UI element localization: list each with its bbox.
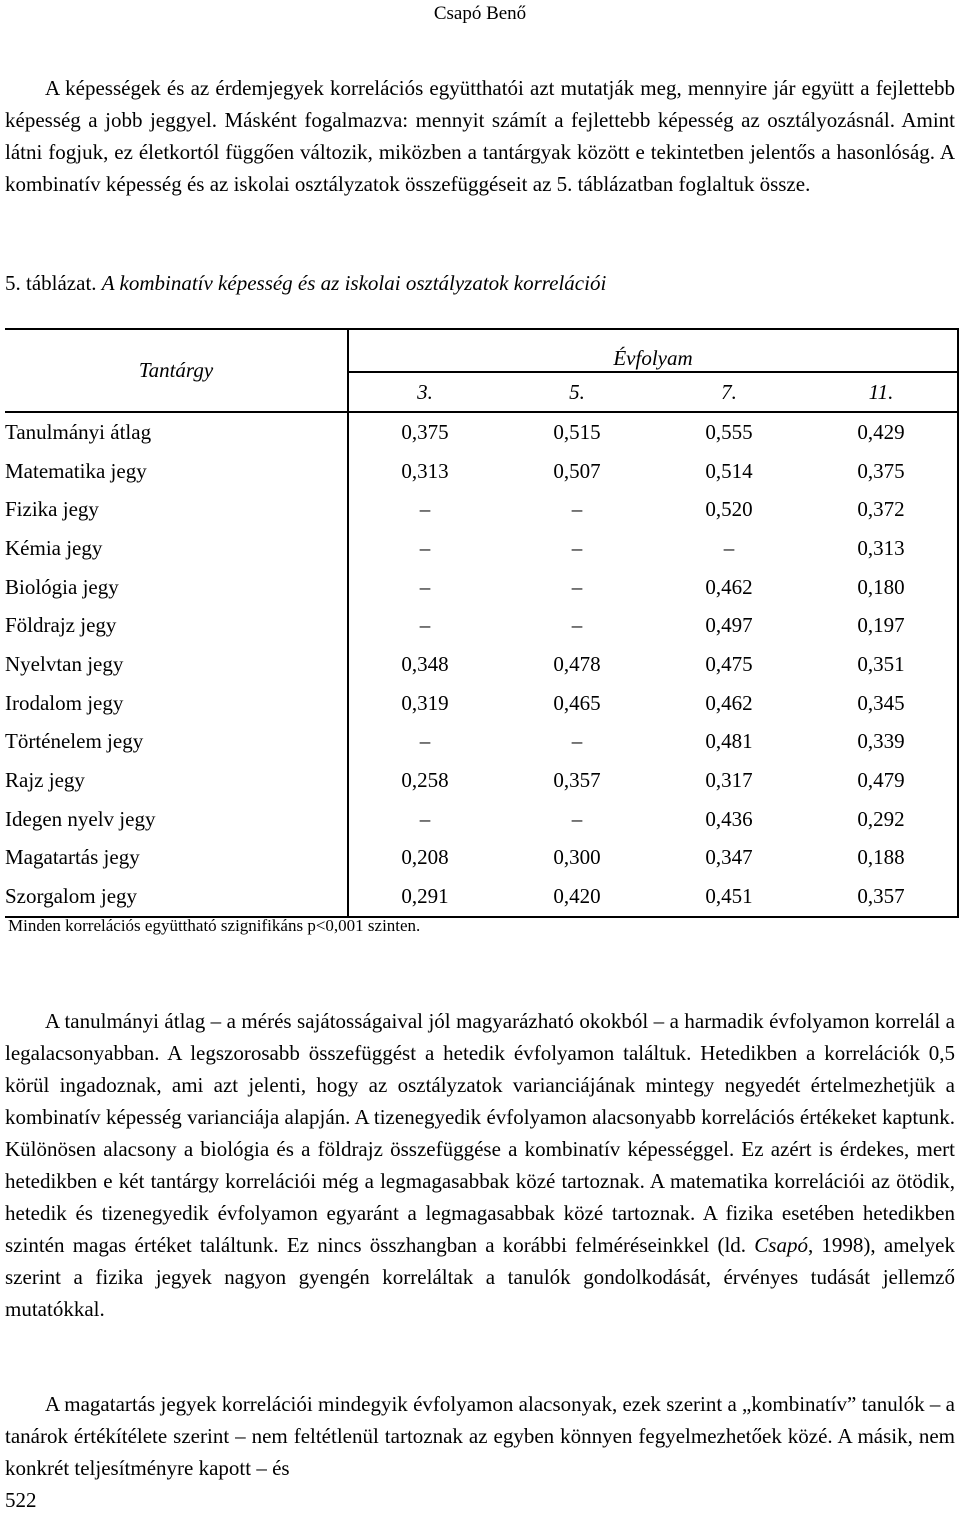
table-row — [5, 568, 958, 607]
row-value: 0,348 — [401, 651, 449, 676]
row-value: – — [571, 613, 583, 638]
row-subject: Idegen nyelv jegy — [5, 800, 348, 839]
correlation-table — [5, 328, 959, 918]
row-value: 0,188 — [805, 839, 958, 878]
year-header: 7. — [653, 372, 805, 412]
row-value: 0,507 — [553, 458, 601, 483]
row-value: 0,292 — [805, 800, 958, 839]
table-caption-title: A kombinatív képesség és az iskolai osztályzatok korrelációi — [101, 271, 607, 295]
row-value: 0,462 — [705, 690, 753, 715]
table-row — [5, 490, 958, 529]
row-value: 0,313 — [805, 529, 958, 568]
row-value: 0,319 — [401, 690, 449, 715]
row-subject: Rajz jegy — [5, 761, 348, 800]
row-value: 0,291 — [348, 877, 501, 917]
row-value: 0,357 — [805, 877, 958, 917]
row-value: 0,475 — [705, 651, 753, 676]
running-header-author: Csapó Benő — [433, 3, 527, 24]
row-value: 0,347 — [705, 845, 753, 870]
row-value: 0,345 — [805, 684, 958, 723]
row-subject: Történelem jegy — [5, 723, 348, 762]
row-value: – — [571, 497, 583, 522]
row-subject: Matematika jegy — [5, 452, 348, 491]
intro-paragraph: A képességek és az érdemjegyek korrelációs együtthatói azt mutatják meg, mennyire jár együtt a fejlettebb képesség a jobb jeggyel. Másként fogalmazva: mennyit számít a fejlettebb képesség az osztályozásnál. Amint látni fogjuk, ez életkortól függően változik, miközben a tantárgyak között e tekintetben jelentős a hasonlóság. A kombinatív képesség és az iskolai osztályzatok összefüggéseit az 5. táblázatban foglaltuk össze. — [5, 76, 955, 196]
row-value: 0,481 — [705, 729, 753, 754]
row-subject: Irodalom jegy — [5, 684, 348, 723]
table-caption-number: 5. táblázat. — [5, 271, 97, 295]
table-row — [5, 800, 958, 839]
row-value: – — [419, 729, 431, 754]
body-paragraph-3: A magatartás jegyek korrelációi mindegyik évfolyamon alacsonyak, ezek szerint a „kombinatív” tanulók – a tanárok értékítélete szerint – nem feltétlenül tartoznak az egyben könnyen fegyelmezhetőek közé. A másik, nem konkrét teljesítményre kapott – és — [5, 1392, 955, 1480]
row-value: 0,462 — [705, 574, 753, 599]
table-row — [5, 452, 958, 491]
row-value: – — [571, 535, 583, 560]
row-value: 0,451 — [653, 877, 805, 917]
table-row — [5, 529, 958, 568]
grade-column-header: Évfolyam — [348, 329, 958, 372]
row-value: – — [419, 613, 431, 638]
row-value: 0,351 — [805, 645, 958, 684]
table-row — [5, 606, 958, 645]
row-value: 0,478 — [553, 651, 601, 676]
row-value: 0,317 — [705, 768, 753, 793]
row-subject: Kémia jegy — [5, 529, 348, 568]
row-subject: Nyelvtan jegy — [5, 645, 348, 684]
row-subject: Fizika jegy — [5, 490, 348, 529]
row-value: 0,465 — [553, 690, 601, 715]
row-subject: Tanulmányi átlag — [5, 412, 348, 452]
row-value: 0,208 — [401, 845, 449, 870]
row-value: 0,313 — [401, 458, 449, 483]
row-value: 0,479 — [805, 761, 958, 800]
row-value: 0,339 — [805, 723, 958, 762]
row-value: 0,180 — [805, 568, 958, 607]
row-value: 0,375 — [401, 419, 449, 444]
row-value: 0,514 — [705, 458, 753, 483]
row-subject: Földrajz jegy — [5, 606, 348, 645]
row-value: 0,429 — [805, 412, 958, 452]
row-value: – — [571, 574, 583, 599]
row-value: 0,520 — [705, 497, 753, 522]
row-value: 0,375 — [805, 452, 958, 491]
row-value: 0,197 — [805, 606, 958, 645]
table-row — [5, 723, 958, 762]
row-value: 0,497 — [705, 613, 753, 638]
table-note: Minden korrelációs együttható szignifikáns p<0,001 szinten. — [8, 916, 421, 935]
row-value: – — [419, 535, 431, 560]
row-value: 0,555 — [705, 419, 753, 444]
row-value: – — [571, 806, 583, 831]
row-value: 0,300 — [553, 845, 601, 870]
table-row — [5, 839, 958, 878]
row-subject: Biológia jegy — [5, 568, 348, 607]
row-value: 0,258 — [401, 768, 449, 793]
table-row — [5, 761, 958, 800]
row-value: – — [419, 806, 431, 831]
year-header: 5. — [501, 372, 653, 412]
subject-column-header: Tantárgy — [5, 329, 348, 412]
table-row — [5, 412, 958, 452]
row-value: 0,372 — [805, 490, 958, 529]
row-value: 0,436 — [705, 806, 753, 831]
citation-author: Csapó — [754, 1233, 808, 1257]
body-paragraph-2 — [5, 1005, 955, 1325]
table-caption — [5, 268, 606, 298]
table-row — [5, 877, 958, 917]
table-row — [5, 684, 958, 723]
body-paragraph-2-text-b: , 1998), amelyek szerint a fizika jegyek nagyon gyengén korreláltak a tanulók gondolkodását, érvényes tudását jellemző mutatókkal. — [5, 1233, 956, 1321]
row-value: – — [571, 729, 583, 754]
row-subject: Magatartás jegy — [5, 839, 348, 878]
row-value: – — [723, 535, 735, 560]
table-body — [5, 412, 958, 917]
row-value: 0,420 — [501, 877, 653, 917]
row-value: 0,357 — [553, 768, 601, 793]
page-number: 522 — [5, 1488, 37, 1512]
row-subject: Szorgalom jegy — [5, 877, 348, 917]
row-value: – — [419, 574, 431, 599]
body-paragraph-2-text-a: A tanulmányi átlag – a mérés sajátosságaival jól magyarázható okokból – a harmadik évfolyamon korrelál a legalacsonyabban. A legszorosabb összefüggést a hetedik évfolyamon találtuk. Hetedikben a korrelációk 0,5 körül ingadoznak, ami azt jelenti, hogy az osztályzatok varianciájának mintegy negyedét értelmezhetjük a kombinatív képesség varianciája alapján. A tizenegyedik évfolyamon alacsonyabb korrelációs értékeket kaptunk. Különösen alacsony a biológia és a földrajz összefüggése a kombinatív képességgel. Ez azért is érdekes, mert hetedikben e két tantárgy korrelációi még a legmagasabbak közé tartoznak. A matematika korrelációi az ötödik, hetedik és tizenegyedik évfolyamon egyaránt a legmagasabbak közé tartoznak. A fizika esetében hetedikben szintén magas értéket találtunk. Ez nincs összhangban a korábbi felméréseinkkel (ld. — [5, 1009, 955, 1257]
year-header: 3. — [348, 372, 501, 412]
row-value: – — [419, 497, 431, 522]
year-header: 11. — [805, 372, 958, 412]
table-row — [5, 645, 958, 684]
row-value: 0,515 — [553, 419, 601, 444]
